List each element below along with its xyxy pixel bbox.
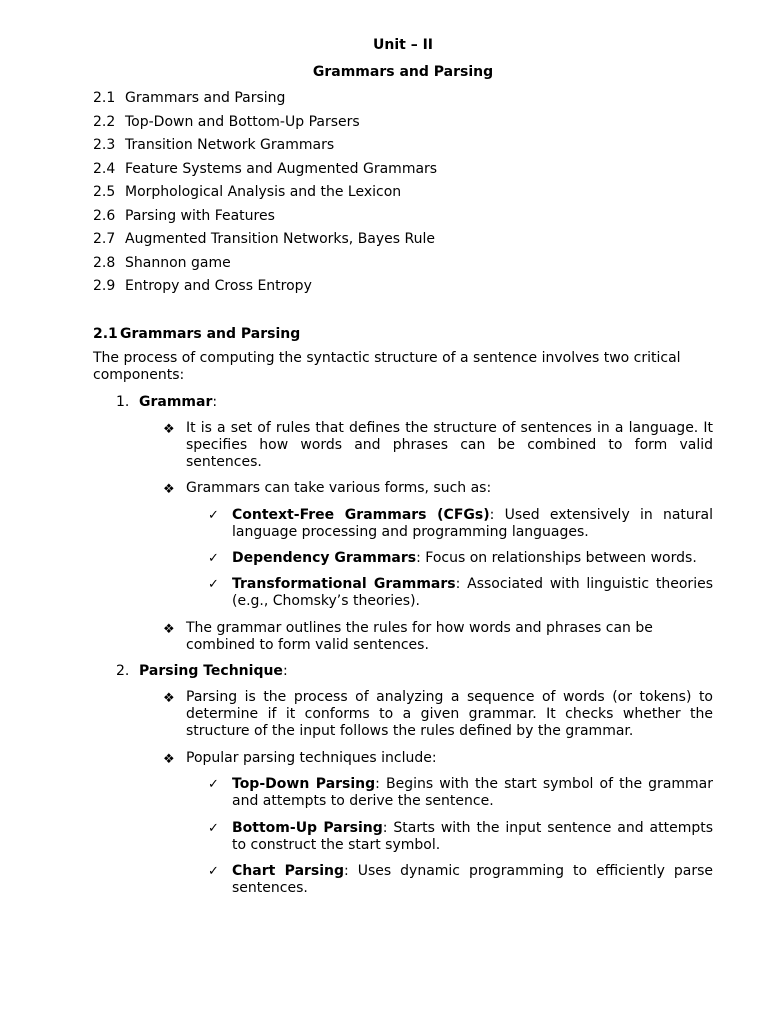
toc-item: 2.4 Feature Systems and Augmented Grammars — [93, 160, 438, 177]
diamond-bullet-icon: ❖ — [163, 422, 175, 437]
toc-item: 2.1 Grammars and Parsing — [93, 90, 286, 106]
parsing-bullet-definition: Parsing is the process of analyzing a sequence of words (or tokens) to determine if it conforms to a given grammar. It checks whether the structure of the input follows the rules defined by the grammar. — [186, 689, 713, 739]
parsing-technique-item: Chart Parsing: Uses dynamic programming to efficiently parse sentences. — [232, 863, 713, 896]
toc-item: 2.7 Augmented Transition Networks, Bayes Rule — [93, 231, 436, 247]
diamond-bullet-icon: ❖ — [163, 482, 175, 497]
parsing-bullet-techniques: Popular parsing techniques include: — [186, 750, 437, 766]
toc-item: 2.6 Parsing with Features — [93, 207, 275, 224]
grammar-form-item: Context-Free Grammars (CFGs): Used extensively in natural language processing and programming languages. — [232, 507, 713, 540]
checkmark-icon: ✓ — [208, 508, 219, 523]
numbered-item-parsing: 2. Parsing Technique: — [116, 663, 288, 679]
checkmark-icon: ✓ — [208, 777, 219, 792]
checkmark-icon: ✓ — [208, 864, 219, 879]
grammar-bullet-rules: The grammar outlines the rules for how words and phrases can be combined to form valid sentences. — [186, 620, 653, 653]
diamond-bullet-icon: ❖ — [163, 752, 175, 767]
checkmark-icon: ✓ — [208, 577, 219, 592]
parsing-technique-item: Bottom-Up Parsing: Starts with the input sentence and attempts to construct the start symbol. — [232, 820, 713, 853]
toc-item: 2.2 Top-Down and Bottom-Up Parsers — [93, 113, 360, 130]
grammar-form-item: Transformational Grammars: Associated with linguistic theories (e.g., Chomsky’s theories). — [232, 576, 713, 609]
toc-item: 2.8 Shannon game — [93, 254, 231, 271]
unit-heading: Unit – II — [373, 37, 433, 53]
numbered-item-grammar: 1. Grammar: — [116, 394, 218, 410]
checkmark-icon: ✓ — [208, 821, 219, 836]
grammar-bullet-forms: Grammars can take various forms, such as: — [186, 480, 492, 496]
toc-item: 2.5 Morphological Analysis and the Lexicon — [93, 184, 402, 200]
grammar-form-item: Dependency Grammars: Focus on relationships between words. — [232, 550, 697, 566]
diamond-bullet-icon: ❖ — [163, 691, 175, 706]
toc-item: 2.9 Entropy and Cross Entropy — [93, 278, 312, 294]
section-intro: The process of computing the syntactic structure of a sentence involves two critical components: — [93, 350, 681, 383]
grammar-bullet-definition: It is a set of rules that defines the structure of sentences in a language. It specifies how words and phrases can be combined to form valid sentences. — [186, 420, 713, 470]
checkmark-icon: ✓ — [208, 551, 219, 566]
parsing-technique-item: Top-Down Parsing: Begins with the start symbol of the grammar and attempts to derive the sentence. — [232, 776, 714, 809]
section-heading: 2.1 Grammars and Parsing — [93, 326, 301, 342]
page-title: Grammars and Parsing — [312, 64, 494, 80]
table-of-contents — [93, 89, 437, 301]
toc-item: 2.3 Transition Network Grammars — [93, 137, 335, 153]
diamond-bullet-icon: ❖ — [163, 622, 175, 637]
